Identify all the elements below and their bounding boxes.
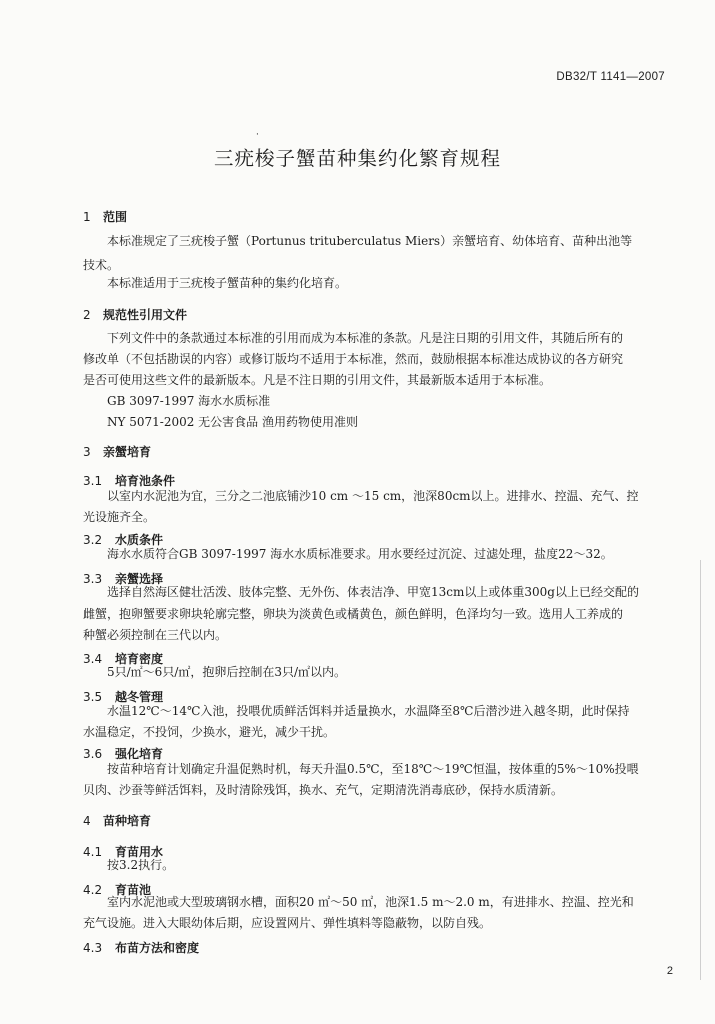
paragraph: 按苗种培育计划确定升温促熟时机，每天升温0.5℃，至18℃～19℃恒温，按体重的5%～10%投喂 <box>107 762 639 776</box>
paragraph: 室内水泥池或大型玻璃钢水槽，面积20 ㎡～50 ㎡，池深1.5 m～2.0 m，有进排水、控温、控光和 <box>107 895 634 909</box>
paragraph: 选择自然海区健壮活泼、肢体完整、无外伤、体表洁净、甲宽13cm以上或体重300g以上已经交配的 <box>107 585 639 599</box>
paragraph: 水温12℃～14℃入池，投喂优质鲜活饵料并适量换水，水温降至8℃后潜沙进入越冬期，此时保持 <box>107 704 630 718</box>
paragraph: 按3.2执行。 <box>107 858 175 872</box>
paragraph: 本标准规定了三疣梭子蟹（Portunus trituberculatus Miers）亲蟹培育、幼体培育、苗种出池等 <box>107 234 633 248</box>
paragraph: 雌蟹，抱卵蟹要求卵块轮廓完整，卵块为淡黄色或橘黄色，颜色鲜明，色泽均匀一致。选用人工养成的 <box>83 607 624 621</box>
paragraph: 下列文件中的条款通过本标准的引用而成为本标准的条款。凡是注日期的引用文件，其随后所有的 <box>107 331 624 345</box>
section-4-heading: 4 苗种培育 <box>83 814 152 828</box>
section-1-heading: 1 范围 <box>83 210 128 224</box>
section-4-3-heading: 4.3 布苗方法和密度 <box>83 941 200 955</box>
section-4-1-heading: 4.1 育苗用水 <box>83 845 164 859</box>
stray-mark: · <box>256 130 259 140</box>
paragraph: 本标准适用于三疣梭子蟹苗种的集约化培育。 <box>107 276 348 290</box>
paragraph: 充气设施。进入大眼幼体后期，应设置网片、弹性填料等隐蔽物，以防自残。 <box>83 916 492 930</box>
section-3-5-heading: 3.5 越冬管理 <box>83 690 164 704</box>
section-3-2-heading: 3.2 水质条件 <box>83 533 164 547</box>
section-3-3-heading: 3.3 亲蟹选择 <box>83 572 164 586</box>
section-3-6-heading: 3.6 强化培育 <box>83 747 164 761</box>
paragraph: 是否可使用这些文件的最新版本。凡是不注日期的引用文件，其最新版本适用于本标准。 <box>83 373 552 387</box>
section-3-4-heading: 3.4 培育密度 <box>83 652 164 666</box>
scan-edge-line <box>700 560 701 980</box>
paragraph: 海水水质符合GB 3097-1997 海水水质标准要求。用水要经过沉淀、过滤处理，盐度22～32。 <box>107 547 613 561</box>
standard-code: DB32/T 1141—2007 <box>556 71 665 83</box>
reference-item: GB 3097-1997 海水水质标准 <box>107 394 271 408</box>
paragraph: 修改单（不包括勘误的内容）或修订版均不适用于本标准，然而，鼓励根据本标准达成协议的各方研究 <box>83 352 624 366</box>
paragraph: 水温稳定，不投饲，少换水，避光，减少干扰。 <box>83 725 336 739</box>
reference-item: NY 5071-2002 无公害食品 渔用药物使用准则 <box>107 415 358 429</box>
page-title: 三疣梭子蟹苗种集约化繁育规程 <box>213 147 501 170</box>
paragraph: 种蟹必须控制在三代以内。 <box>83 628 228 642</box>
page-number: 2 <box>666 965 673 977</box>
section-3-heading: 3 亲蟹培育 <box>83 445 152 459</box>
paragraph: 以室内水泥池为宜，三分之二池底铺沙10 cm ～15 cm，池深80cm以上。进排水、控温、充气、控 <box>107 489 639 503</box>
paragraph: 5只/㎡～6只/㎡，抱卵后控制在3只/㎡以内。 <box>107 665 347 679</box>
section-2-heading: 2 规范性引用文件 <box>83 308 188 322</box>
section-3-1-heading: 3.1 培育池条件 <box>83 474 176 488</box>
paragraph: 贝肉、沙蚕等鲜活饵料，及时清除残饵，换水、充气，定期清洗消毒底砂，保持水质清新。 <box>83 783 564 797</box>
paragraph: 技术。 <box>83 258 120 272</box>
paragraph: 光设施齐全。 <box>83 510 156 524</box>
section-4-2-heading: 4.2 育苗池 <box>83 883 152 897</box>
